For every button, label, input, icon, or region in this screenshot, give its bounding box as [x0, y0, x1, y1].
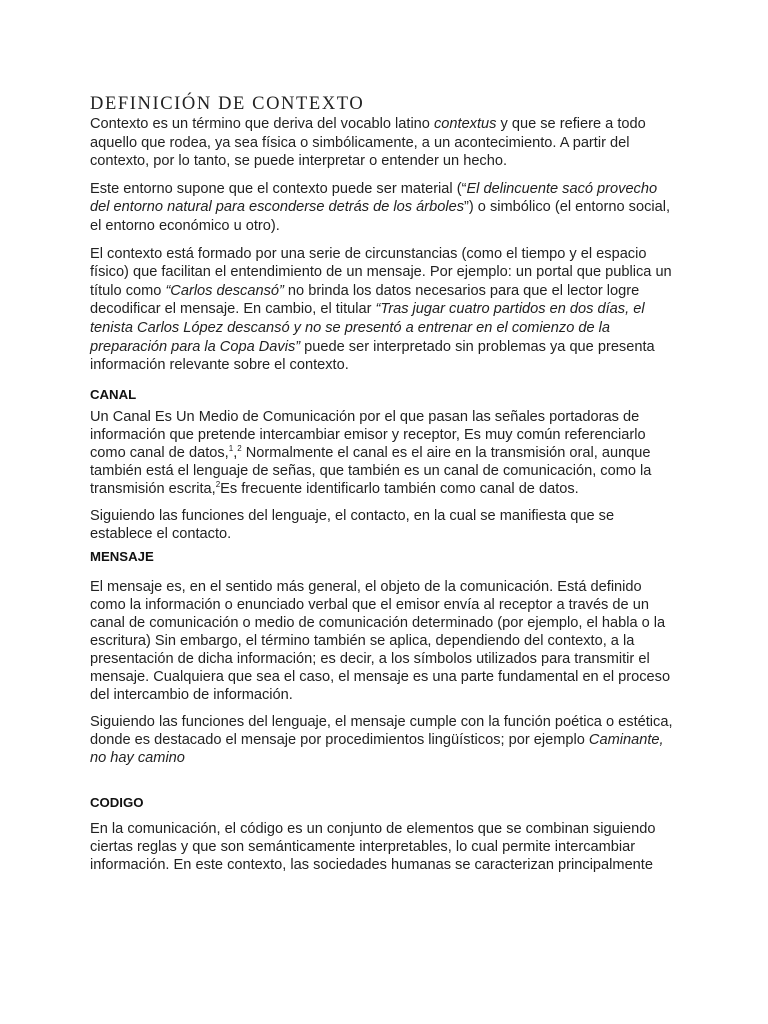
paragraph-codigo	[90, 820, 680, 874]
italic-term: contextus	[433, 116, 497, 132]
paragraph-canal	[90, 408, 680, 498]
heading-codigo: CODIGO	[90, 794, 144, 810]
text-run: El mensaje es, en el sentido más general, el objeto de la comunicación. Está definido como la información o enunciado verbal que el emisor envía al receptor a través de un canal de comunicación o medio de comunicación determinado (por ejemplo, el habla o la escritura) Sin embargo, el término también se aplica, dependiendo del contexto, a la presentación de dicha información; es decir, a los símbolos utilizados para transmitir el mensaje. Cualquiera que sea el caso, el mensaje es una parte fundamental en el proceso del intercambio de información.	[90, 578, 671, 703]
text-run: puede ser interpretado sin problemas ya que presenta información relevante sobre el contexto.	[90, 338, 655, 374]
italic-example: El delincuente sacó provecho del entorno natural para esconderse detrás de los árboles	[90, 180, 658, 216]
text-run: Este entorno supone que el contexto puede ser material (“	[90, 180, 467, 197]
italic-example: Caminante, no hay camino	[90, 731, 664, 766]
text-run: y que se refiere a todo aquello que rodea, ya sea física o simbólicamente, a un acontecimiento. A partir del contexto, por lo tanto, se puede interpretar o entender un hecho.	[90, 116, 646, 170]
footnote-ref[interactable]: 2	[215, 479, 221, 489]
text-run: Un Canal Es Un Medio de Comunicación por el que pasan las señales portadoras de información que pretende intercambiar emisor y receptor, Es muy común referenciarlo como canal de datos,	[90, 408, 646, 461]
page-title: DEFINICIÓN DE CONTEXTO	[90, 94, 365, 114]
paragraph-mensaje	[90, 578, 680, 704]
text-run: En la comunicación, el código es un conjunto de elementos que se combinan siguiendo ciertas reglas y que son semánticamente interpretables, lo cual permite intercambiar información. En este contexto, las sociedades humanas se caracterizan principalmente	[90, 820, 656, 873]
document-page	[90, 93, 680, 874]
paragraph-circunstancias	[90, 245, 680, 375]
heading-canal: CANAL	[90, 386, 137, 402]
paragraph-entorno	[90, 180, 680, 236]
text-run: Siguiendo las funciones del lenguaje, el contacto, en la cual se manifiesta que se establece el contacto.	[90, 507, 615, 542]
italic-example: “Tras jugar cuatro partidos en dos días, el tenista Carlos López descansó y no se presentó a entrenar en el comienzo de la preparación para la Copa Davis”	[90, 301, 645, 355]
footnote-ref[interactable]: 1	[228, 443, 234, 453]
italic-example: “Carlos descansó”	[165, 282, 284, 299]
text-run: Siguiendo las funciones del lenguaje, el mensaje cumple con la función poética o estética, donde es destacado el mensaje por procedimientos lingüísticos; por ejemplo	[90, 713, 673, 748]
footnote-ref[interactable]: 2	[237, 443, 242, 453]
paragraph-contexto-definicion	[90, 115, 680, 171]
text-run: Contexto es un término que deriva del vocablo latino	[90, 116, 434, 132]
text-run: ,	[233, 444, 238, 461]
text-run: no brinda los datos necesarios para que el lector logre decodificar el mensaje. En cambio, el titular	[90, 282, 640, 318]
text-run: Normalmente el canal es el aire en la transmisión oral, aunque también está el lenguaje de señas, que también es un canal de comunicación, como la transmisión escrita,	[90, 444, 652, 497]
heading-mensaje: MENSAJE	[90, 548, 154, 564]
text-run: Es frecuente identificarlo también como canal de datos.	[220, 480, 579, 497]
paragraph-canal-funcion	[90, 507, 680, 543]
text-run: ”) o simbólico (el entorno social, el entorno económico u otro).	[90, 199, 671, 234]
text-run: El contexto está formado por una serie de circunstancias (como el tiempo y el espacio físico) que facilitan el entendimiento de un mensaje. Por ejemplo: un portal que publica un título como	[90, 245, 672, 299]
paragraph-mensaje-funcion	[90, 713, 680, 767]
